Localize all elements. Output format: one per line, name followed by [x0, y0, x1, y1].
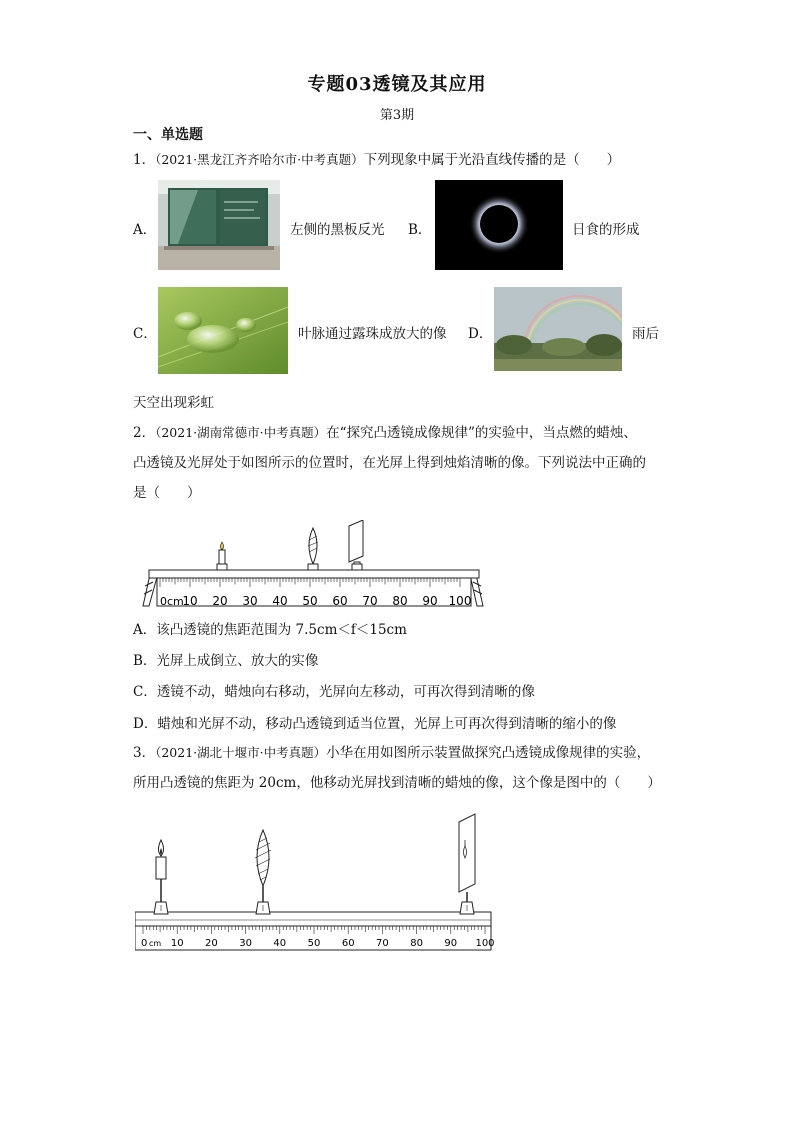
- q3-ruler-tick-label: 80: [410, 938, 423, 949]
- question-2-stem-line3: 是（ ）: [133, 485, 201, 501]
- question-2-stem-line1: 2．（2021·湖南常德市·中考真题）在“探究凸透镜成像规律”的实验中，当点燃的蜡烛、: [133, 425, 637, 441]
- question-3-stem-line2: 所用凸透镜的焦距为 20cm，他移动光屏找到清晰的蜡烛的像，这个像是图中的（ ）: [133, 775, 661, 791]
- section-heading: 一、单选题: [133, 127, 203, 143]
- candle-icon: [154, 840, 168, 914]
- q1-option-c-text: 叶脉通过露珠成放大的像: [298, 326, 447, 342]
- q1-option-d-letter: D．: [468, 326, 493, 342]
- q2-ruler-tick-label: 60: [332, 594, 348, 608]
- q1-option-b-letter: B．: [408, 222, 432, 238]
- q1-option-a-text: 左侧的黑板反光: [290, 222, 385, 238]
- q3-ruler-tick-label: 40: [273, 938, 287, 949]
- convex-lens-icon: [255, 830, 271, 914]
- q2-ruler-unit: 0cm: [160, 595, 184, 608]
- q1-option-c-letter: C．: [133, 326, 157, 342]
- q2-ruler-tick-label: 70: [362, 594, 378, 608]
- q1-option-d-continuation: 天空出现彩虹: [133, 395, 214, 411]
- question-3-stem-line1: 3．（2021·湖北十堰市·中考真题）小华在用如图所示装置做探究凸透镜成像规律的实验，: [133, 745, 651, 761]
- q2-option-b: B．光屏上成倒立、放大的实像: [133, 653, 319, 669]
- light-screen-icon: [349, 520, 363, 570]
- q3-ruler-tick-label: 20: [205, 938, 218, 949]
- blackboard-photo: [158, 180, 280, 270]
- q2-ruler-tick-label: 80: [392, 594, 408, 608]
- question-2-stem-line2: 凸透镜及光屏处于如图所示的位置时，在光屏上得到烛焰清晰的像。下列说法中正确的: [133, 455, 646, 471]
- q2-ruler-tick-label: 10: [182, 594, 198, 608]
- q3-ruler-tick-label: 60: [341, 938, 355, 949]
- q3-ruler-tick-label: 10: [170, 938, 184, 949]
- q2-ruler-tick-label: 30: [242, 594, 258, 608]
- q2-ruler-tick-label: 50: [302, 594, 318, 608]
- q2-option-a: A．该凸透镜的焦距范围为 7.5cm＜f＜15cm: [133, 622, 407, 638]
- light-screen-icon: [459, 814, 475, 914]
- q1-option-b-text: 日食的形成: [572, 222, 640, 238]
- question-1-stem: 1．（2021·黑龙江齐齐哈尔市·中考真题）下列现象中属于光沿直线传播的是（ ）: [133, 152, 621, 168]
- q3-ruler-tick-label: 70: [376, 938, 389, 949]
- candle-icon: [217, 542, 227, 570]
- rainbow-photo: [494, 287, 622, 371]
- q2-option-d: D．蜡烛和光屏不动，移动凸透镜到适当位置，光屏上可再次得到清晰的缩小的像: [133, 716, 617, 732]
- q1-option-d-text: 雨后: [632, 326, 659, 342]
- q2-ruler-tick-label: 100: [448, 594, 472, 608]
- q1-option-a-letter: A．: [133, 222, 157, 238]
- q3-ruler-tick-label: 30: [239, 938, 252, 949]
- q3-optical-bench-diagram: [135, 812, 495, 957]
- q3-ruler-tick-label: 50: [307, 938, 321, 949]
- q2-ruler-tick-label: 90: [422, 594, 438, 608]
- q2-optical-bench-diagram: [135, 520, 495, 615]
- q3-ruler-zero: 0: [141, 938, 148, 949]
- leaf-dewdrop-photo: [158, 287, 288, 374]
- page-title: 专题03透镜及其应用: [307, 74, 487, 95]
- q3-ruler-unit: cm: [149, 939, 162, 948]
- q2-ruler-tick-label: 20: [212, 594, 228, 608]
- q3-ruler-tick-label: 100: [475, 938, 495, 949]
- page-subtitle: 第3期: [379, 108, 415, 123]
- solar-eclipse-photo: [435, 180, 563, 270]
- q2-option-c: C．透镜不动，蜡烛向右移动，光屏向左移动，可再次得到清晰的像: [133, 684, 535, 700]
- convex-lens-icon: [308, 528, 318, 570]
- q3-ruler-tick-label: 90: [444, 938, 458, 949]
- q2-ruler-tick-label: 40: [272, 594, 288, 608]
